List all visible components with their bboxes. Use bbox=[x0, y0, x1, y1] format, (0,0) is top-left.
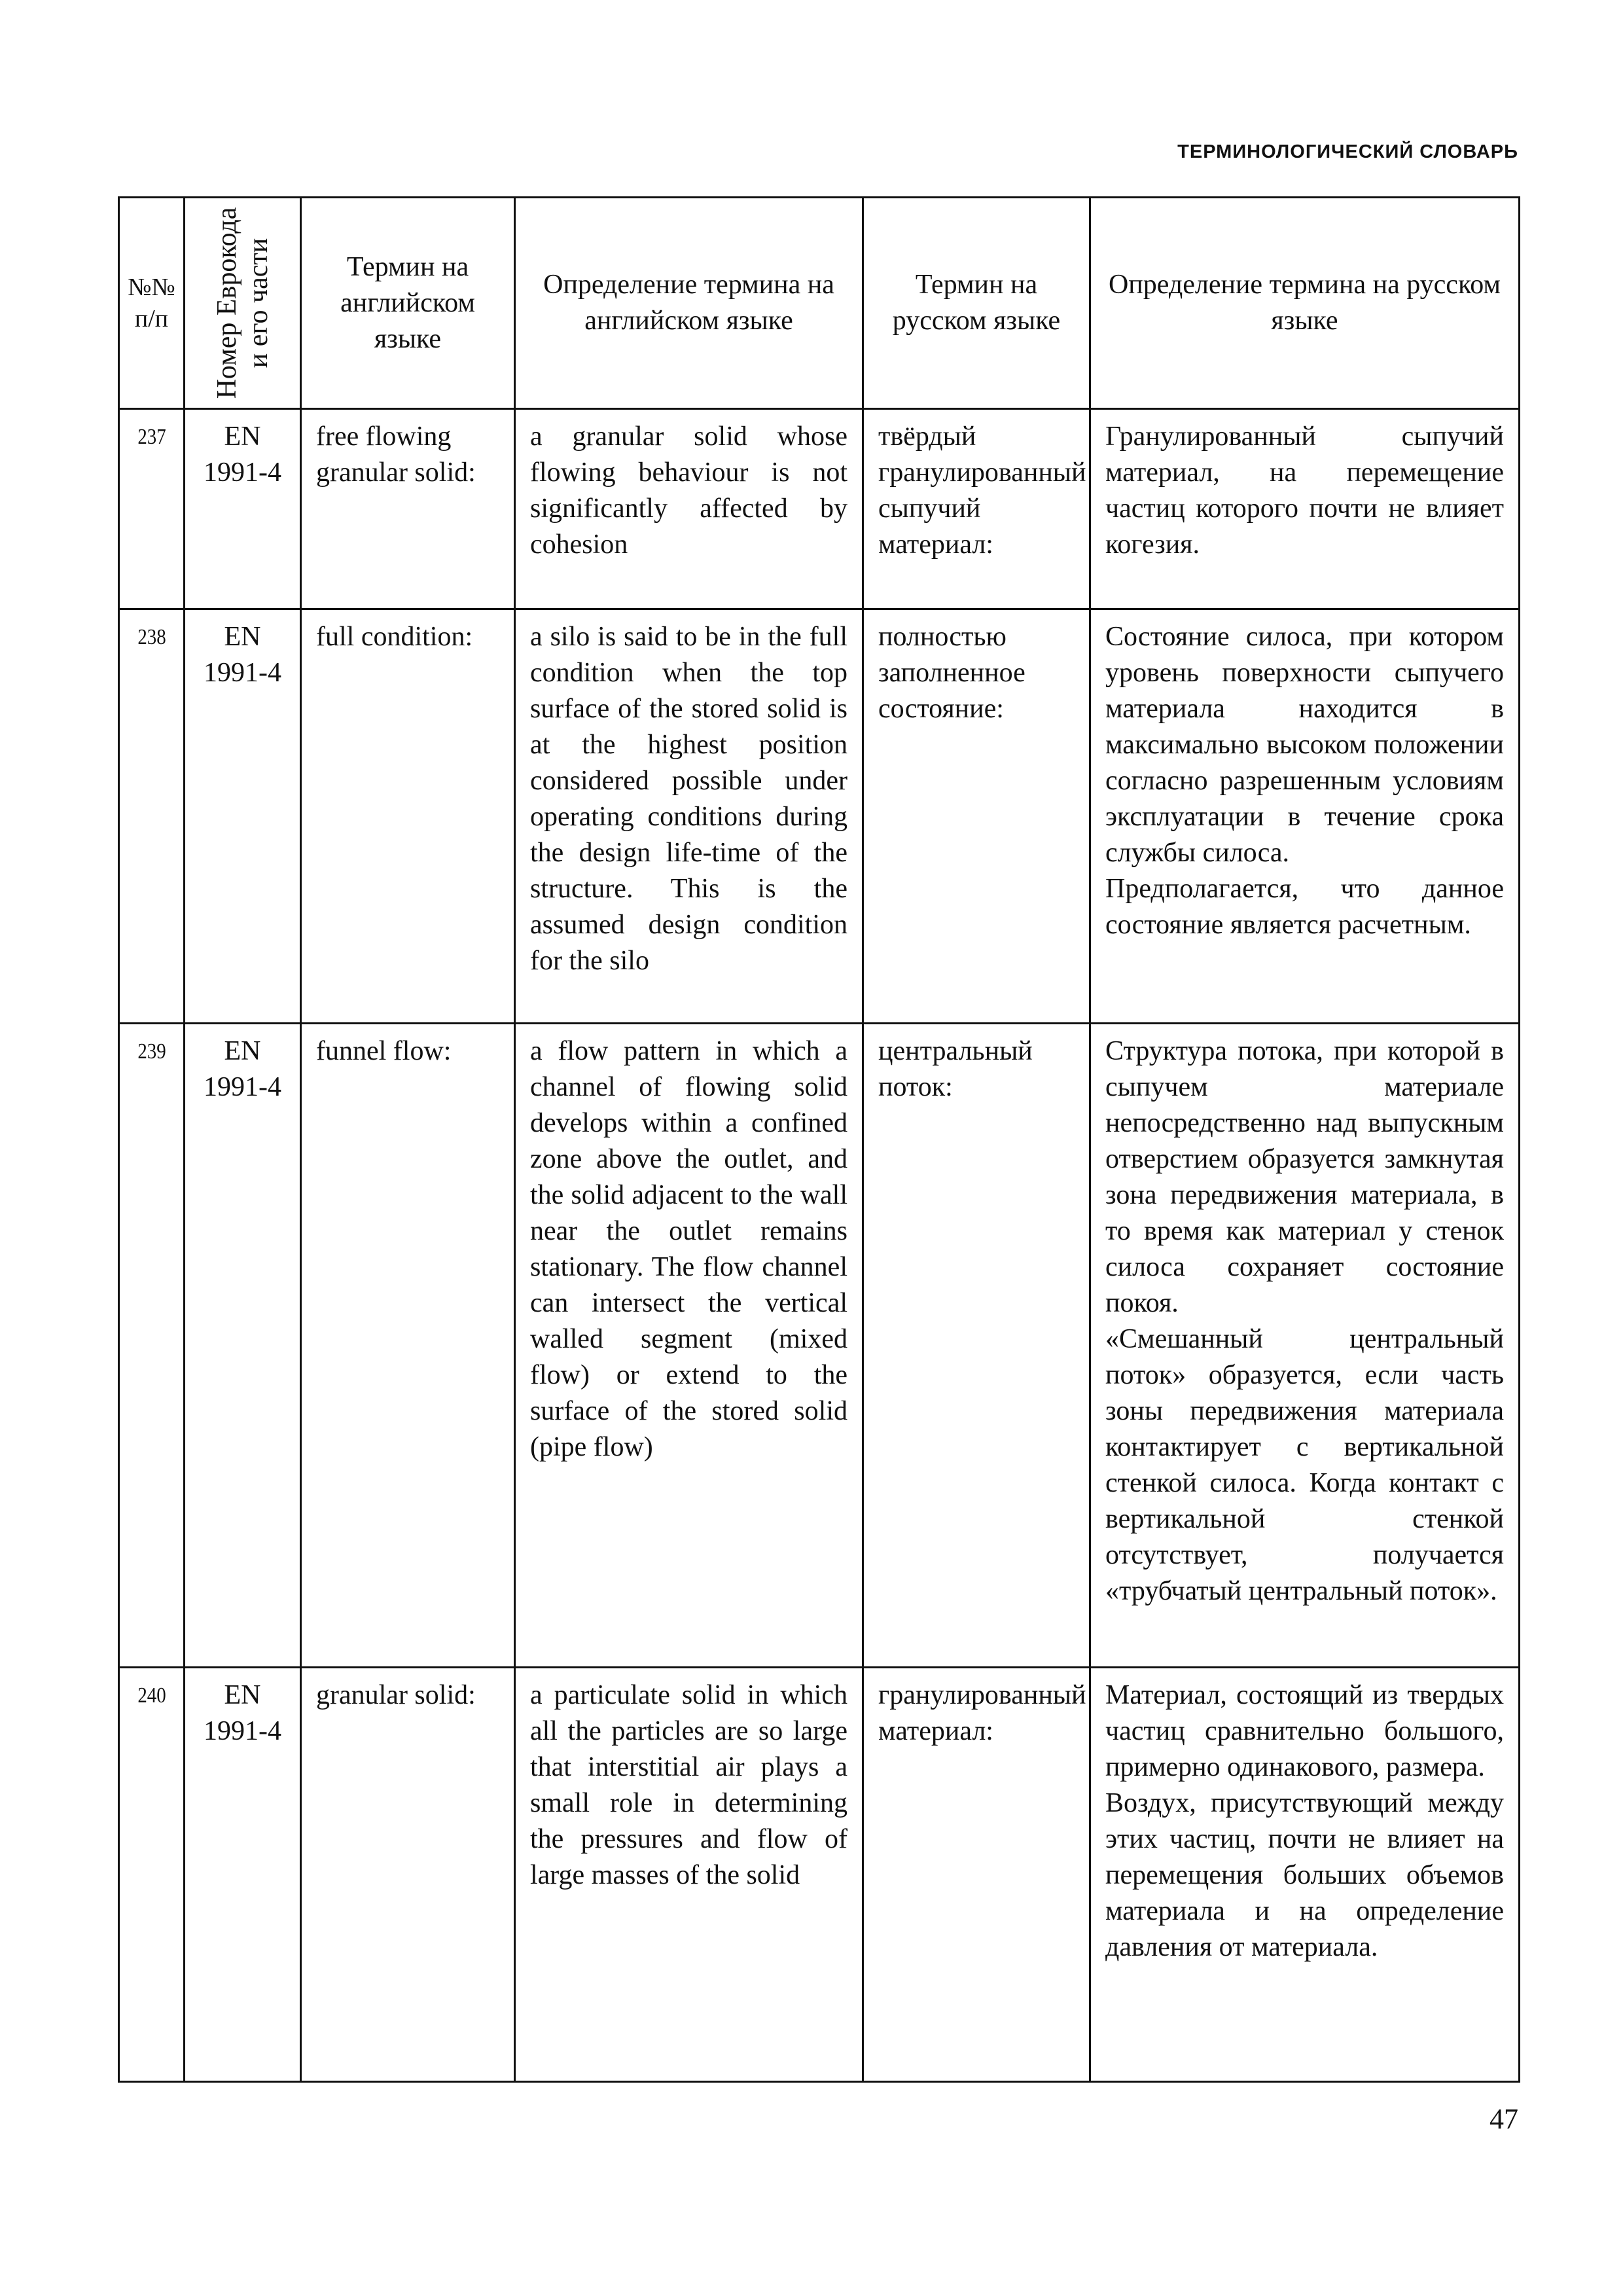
definition-ru-paragraph: Структура потока, при которой в сыпучем материале непосредственно над выпускным отверстием образуется замкнутая зона передвижения материала, в то время как материал у стенок силоса сохраняет состояние покоя. bbox=[1105, 1036, 1504, 1318]
term-en: granular solid: bbox=[301, 1668, 515, 2082]
term-ru: гранулированный материал: bbox=[863, 1668, 1090, 2082]
table-row bbox=[119, 609, 1520, 1024]
definition-ru-paragraph: Гранулированный сыпучий материал, на перемещение частиц которого почти не влияет когезия. bbox=[1105, 422, 1504, 560]
eurocode-ref: EN 1991-4 bbox=[185, 1024, 301, 1668]
row-number: 238 bbox=[124, 609, 179, 1024]
header-num: №№ п/п bbox=[119, 198, 185, 409]
eurocode-ref: EN 1991-4 bbox=[185, 609, 301, 1024]
term-ru: твёрдый гранулированный сыпучий материал: bbox=[863, 409, 1090, 609]
definition-ru-paragraph: Материал, состоящий из твердых частиц сравнительно большого, примерно одинакового, размера. bbox=[1105, 1680, 1504, 1782]
header-row bbox=[119, 198, 1520, 409]
definition-en: a silo is said to be in the full condition when the top surface of the stored solid is at the highest position considered possible under operating conditions during the design life-time of the structure. This is the assumed design condition for the silo bbox=[515, 609, 863, 1024]
header-term-en: Термин на английском языке bbox=[301, 198, 515, 409]
header-eurocode: Номер Еврокода и его части bbox=[185, 198, 301, 409]
page-number: 47 bbox=[1489, 2103, 1518, 2135]
definition-ru bbox=[1090, 609, 1520, 1024]
term-en: free flowing granular solid: bbox=[301, 409, 515, 609]
definition-ru bbox=[1090, 1024, 1520, 1668]
header-term-ru: Термин на русском языке bbox=[863, 198, 1090, 409]
definition-ru-paragraph: Предполагается, что данное состояние является расчетным. bbox=[1105, 874, 1504, 940]
term-en: funnel flow: bbox=[301, 1024, 515, 1668]
table-row bbox=[119, 1668, 1520, 2082]
table-row bbox=[119, 1024, 1520, 1668]
definition-ru-paragraph: Состояние силоса, при котором уровень поверхности сыпучего материала находится в максимально высоком положении согласно разрешенным условиям эксплуатации в течение срока службы силоса. bbox=[1105, 622, 1504, 868]
term-ru: полностью заполненное состояние: bbox=[863, 609, 1090, 1024]
row-number: 240 bbox=[124, 1668, 179, 2082]
definition-ru-paragraph: Воздух, присутствующий между этих частиц, почти не влияет на перемещения больших объемов материала и на определение давления от материала. bbox=[1105, 1788, 1504, 1962]
row-number: 237 bbox=[124, 409, 179, 609]
definition-en: a flow pattern in which a channel of flowing solid develops within a confined zone above the outlet, and the solid adjacent to the wall near the outlet remains stationary. The flow channel can intersect the vertical walled segment (mixed flow) or extend to the surface of the stored solid (pipe flow) bbox=[515, 1024, 863, 1668]
definition-ru-paragraph: «Смешанный центральный поток» образуется, если часть зоны передвижения материала контактирует с вертикальной стенкой силоса. Когда контакт с вертикальной стенкой отсутствует, получается «трубчатый центральный поток». bbox=[1105, 1324, 1504, 1606]
header-def-en: Определение термина на английском языке bbox=[515, 198, 863, 409]
eurocode-ref: EN 1991-4 bbox=[185, 409, 301, 609]
eurocode-ref: EN 1991-4 bbox=[185, 1668, 301, 2082]
table-row bbox=[119, 409, 1520, 609]
term-ru: центральный поток: bbox=[863, 1024, 1090, 1668]
definition-en: a granular solid whose flowing behaviour is not significantly affected by cohesion bbox=[515, 409, 863, 609]
term-en: full condition: bbox=[301, 609, 515, 1024]
glossary-table bbox=[118, 196, 1520, 2083]
definition-en: a particulate solid in which all the particles are so large that interstitial air plays a small role in determining the pressures and flow of large masses of the solid bbox=[515, 1668, 863, 2082]
header-def-ru: Определение термина на русском языке bbox=[1090, 198, 1520, 409]
row-number: 239 bbox=[124, 1024, 179, 1668]
running-head: ТЕРМИНОЛОГИЧЕСКИЙ СЛОВАРЬ bbox=[1177, 141, 1518, 162]
definition-ru bbox=[1090, 1668, 1520, 2082]
definition-ru bbox=[1090, 409, 1520, 609]
